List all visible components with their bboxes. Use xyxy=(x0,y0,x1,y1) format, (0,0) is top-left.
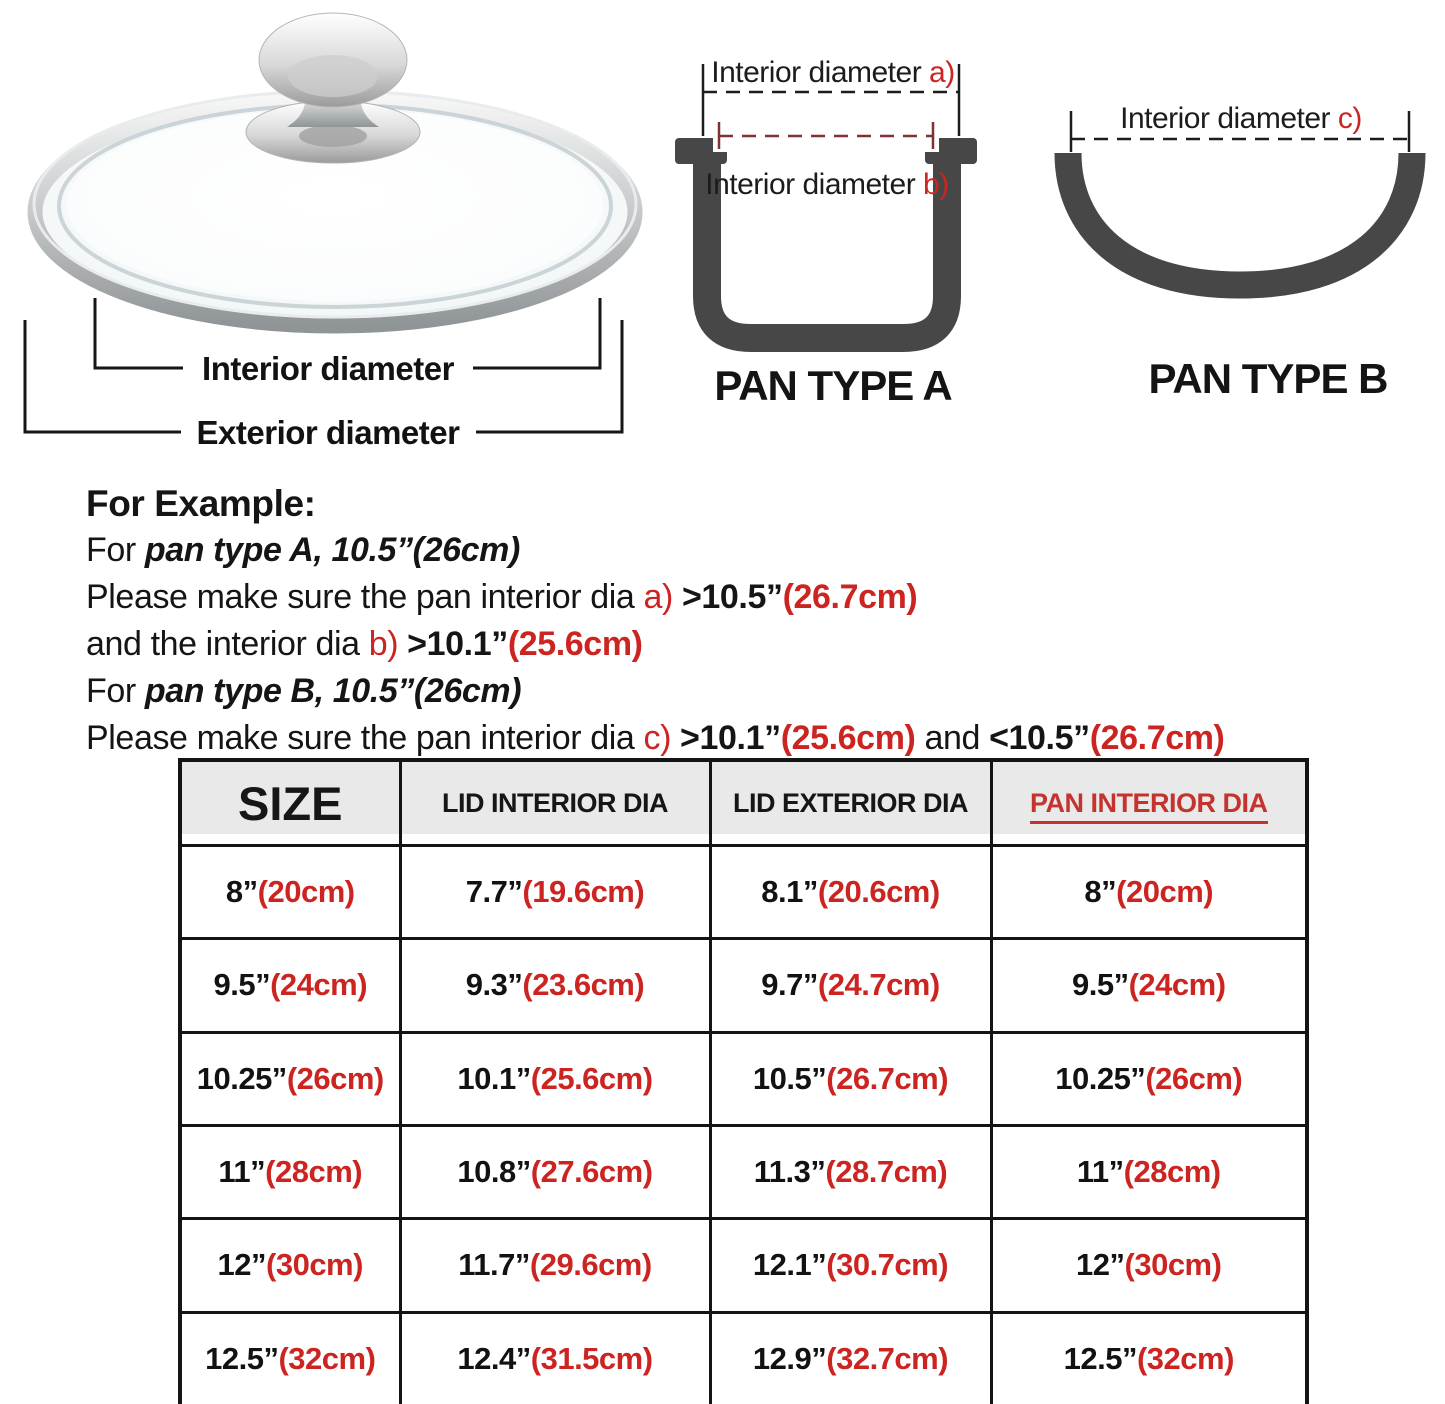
header-lid-interior: LID INTERIOR DIA xyxy=(400,760,710,846)
cell-cm-value: (32.7cm) xyxy=(826,1340,949,1376)
table-cell xyxy=(710,1312,991,1404)
pan-b-body xyxy=(1068,153,1412,285)
header-pan-interior: PAN INTERIOR DIA xyxy=(991,760,1307,846)
header-size: SIZE xyxy=(180,760,400,846)
cell-cm-value: (19.6cm) xyxy=(522,874,645,910)
table-row xyxy=(180,939,1307,1032)
cell-cm-value: (31.5cm) xyxy=(530,1340,653,1376)
cell-cm-value: (25.6cm) xyxy=(530,1060,653,1096)
cell-inches-value: 10.5” xyxy=(752,1060,827,1096)
lid-diagram xyxy=(0,0,665,470)
dim-c-label: Interior diameter c) xyxy=(1120,102,1362,135)
cell-inches-value: 10.8” xyxy=(457,1154,531,1190)
table-cell xyxy=(710,1219,991,1312)
table-row xyxy=(180,1312,1307,1404)
exterior-diameter-label: Exterior diameter xyxy=(196,414,460,451)
example-line-b: and the interior dia b) >10.1”(25.6cm) xyxy=(86,625,643,663)
cell-cm-value: (28cm) xyxy=(265,1154,363,1190)
interior-diameter-label: Interior diameter xyxy=(202,350,454,387)
cell-inches-value: 12.5” xyxy=(1063,1340,1137,1376)
cell-inches-value: 12” xyxy=(217,1247,267,1283)
cell-cm-value: (24.7cm) xyxy=(817,967,940,1003)
cell-inches-value: 7.7” xyxy=(465,874,523,910)
cell-inches-value: 9.5” xyxy=(213,967,271,1003)
pan-type-a-diagram xyxy=(655,28,1047,448)
pan-type-a-drawing xyxy=(655,28,1047,443)
cell-inches-value: 12.4” xyxy=(457,1340,531,1376)
cell-inches-value: 10.1” xyxy=(457,1060,531,1096)
example-line-c: Please make sure the pan interior dia c) >10.1”(25.6cm) and <10.5”(26.7cm) xyxy=(86,719,1225,757)
cell-inches-value: 11” xyxy=(218,1154,266,1190)
example-line-pan-b: For pan type B, 10.5”(26cm) xyxy=(86,672,522,710)
cell-cm-value: (29.6cm) xyxy=(529,1247,652,1283)
dim-a-label: Interior diameter a) xyxy=(711,56,955,89)
table-cell xyxy=(180,846,400,939)
table-cell xyxy=(991,939,1307,1032)
cell-cm-value: (26cm) xyxy=(1145,1060,1243,1096)
cell-cm-value: (32cm) xyxy=(1136,1340,1234,1376)
cell-cm-value: (28cm) xyxy=(1123,1154,1221,1190)
table-row xyxy=(180,1219,1307,1312)
example-heading: For Example: xyxy=(86,483,316,524)
cell-cm-value: (32cm) xyxy=(278,1340,376,1376)
cell-cm-value: (30.7cm) xyxy=(826,1247,949,1283)
cell-inches-value: 12.5” xyxy=(205,1340,279,1376)
table-cell xyxy=(180,1125,400,1218)
cell-inches-value: 9.5” xyxy=(1071,967,1129,1003)
table-cell xyxy=(400,939,710,1032)
cell-inches-value: 12” xyxy=(1076,1247,1125,1283)
cell-cm-value: (26cm) xyxy=(286,1060,384,1096)
cell-inches-value: 11.7” xyxy=(458,1247,530,1283)
cell-cm-value: (24cm) xyxy=(270,967,368,1003)
glass-lid-image xyxy=(0,0,665,465)
example-text-block xyxy=(86,480,1436,762)
example-line-pan-a: For pan type A, 10.5”(26cm) xyxy=(86,531,520,569)
header-lid-exterior: LID EXTERIOR DIA xyxy=(710,760,991,846)
table-cell xyxy=(400,1032,710,1125)
lid-knob xyxy=(246,13,420,163)
cell-inches-value: 8” xyxy=(225,874,258,910)
table-row xyxy=(180,1032,1307,1125)
table-cell xyxy=(710,939,991,1032)
table-cell xyxy=(400,1219,710,1312)
cell-cm-value: (30cm) xyxy=(266,1247,363,1283)
cell-inches-value: 12.9” xyxy=(752,1340,827,1376)
table-header-row xyxy=(180,760,1307,846)
table-cell xyxy=(991,846,1307,939)
cell-cm-value: (24cm) xyxy=(1128,967,1226,1003)
table-cell xyxy=(180,1032,400,1125)
table-cell xyxy=(180,1312,400,1404)
table-cell xyxy=(180,939,400,1032)
cell-inches-value: 9.3” xyxy=(465,967,523,1003)
cell-inches-value: 12.1” xyxy=(752,1247,827,1283)
table-cell xyxy=(710,846,991,939)
dim-b-label: Interior diameter b) xyxy=(705,168,949,201)
size-table xyxy=(178,758,1309,1404)
table-cell xyxy=(180,1219,400,1312)
cell-cm-value: (20cm) xyxy=(1116,874,1214,910)
pan-type-b-drawing xyxy=(1035,55,1445,410)
cell-inches-value: 10.25” xyxy=(196,1060,287,1096)
table-cell xyxy=(400,1312,710,1404)
pan-type-a-title: PAN TYPE A xyxy=(714,362,952,409)
dim-b-lines xyxy=(719,122,933,149)
cell-inches-value: 11” xyxy=(1076,1154,1124,1190)
cell-inches-value: 11.3” xyxy=(753,1154,826,1190)
cell-cm-value: (23.6cm) xyxy=(522,967,645,1003)
table-cell xyxy=(991,1219,1307,1312)
table-row xyxy=(180,1125,1307,1218)
cell-cm-value: (20.6cm) xyxy=(817,874,940,910)
cell-inches-value: 8.1” xyxy=(761,874,818,910)
cell-cm-value: (28.7cm) xyxy=(825,1154,948,1190)
pan-type-b-diagram xyxy=(1035,55,1445,415)
table-row xyxy=(180,846,1307,939)
table-cell xyxy=(991,1032,1307,1125)
cell-inches-value: 10.25” xyxy=(1055,1060,1146,1096)
pan-type-b-title: PAN TYPE B xyxy=(1148,355,1388,402)
cell-cm-value: (26.7cm) xyxy=(826,1060,949,1096)
size-table-body xyxy=(180,846,1307,1404)
table-cell xyxy=(710,1125,991,1218)
table-cell xyxy=(991,1125,1307,1218)
cell-cm-value: (27.6cm) xyxy=(530,1154,653,1190)
example-line-a: Please make sure the pan interior dia a) >10.5”(26.7cm) xyxy=(86,578,918,616)
table-cell xyxy=(400,846,710,939)
cell-cm-value: (20cm) xyxy=(257,874,355,910)
cell-inches-value: 8” xyxy=(1084,874,1117,910)
cell-cm-value: (30cm) xyxy=(1124,1247,1222,1283)
table-cell xyxy=(400,1125,710,1218)
cell-inches-value: 9.7” xyxy=(761,967,818,1003)
table-cell xyxy=(991,1312,1307,1404)
table-cell xyxy=(710,1032,991,1125)
